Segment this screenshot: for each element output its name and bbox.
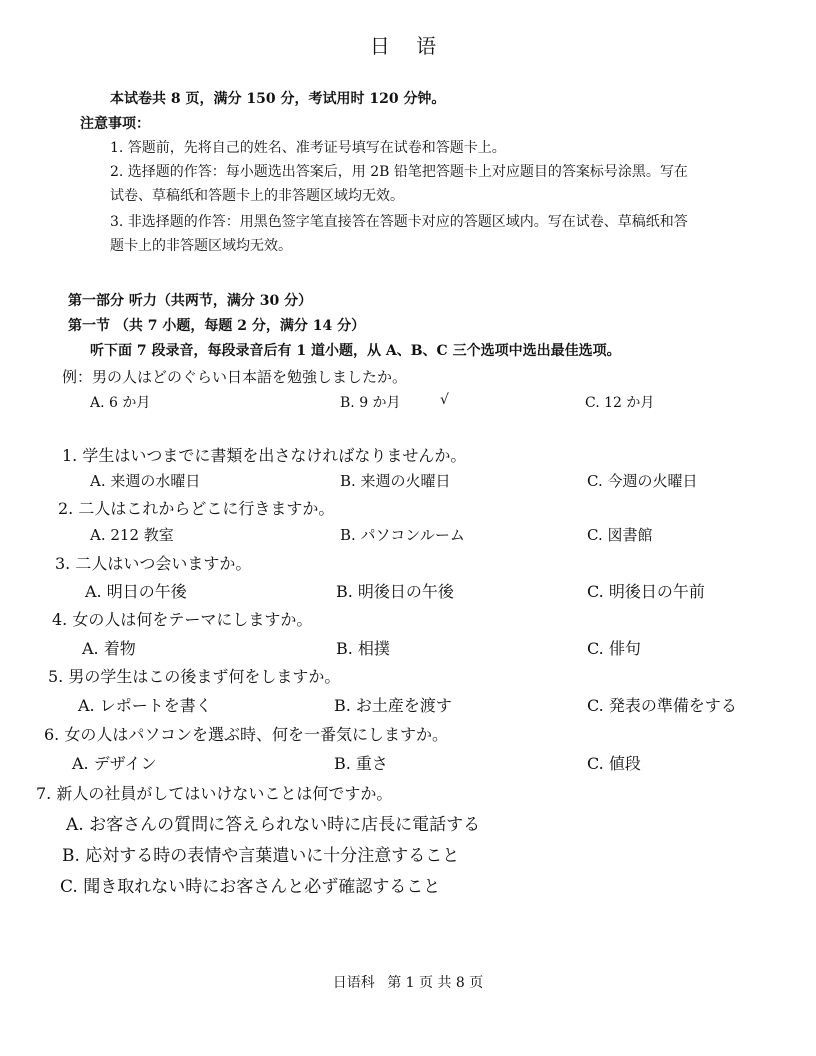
question-1: 1. 学生はいつまでに書類を出さなければなりませんか。 [62,446,467,465]
question-2: 2. 二人はこれからどこに行きますか。 [58,499,335,518]
example-option-b: B. 9 か月 [340,395,401,411]
q5-option-a: A. レポートを書く [78,696,212,715]
q2-option-a: A. 212 教室 [90,526,174,544]
exam-info: 本试卷共 8 页，满分 150 分，考试用时 120 分钟。 [110,91,446,107]
q3-option-c: C. 明後日の午前 [587,582,705,601]
q6-option-b: B. 重さ [334,754,388,773]
q7-option-a: A. お客さんの質問に答えられない時に店長に電話する [66,815,481,835]
question-6: 6. 女の人はパソコンを選ぶ時、何を一番気にしますか。 [44,725,449,744]
q6-option-c: C. 値段 [587,754,641,773]
section1-instruction: 听下面 7 段录音，每段录音后有 1 道小题，从 A、B、C 三个选项中选出最佳选项。 [90,343,621,359]
question-3: 3. 二人はいつ会いますか。 [55,554,252,573]
note-3: 3. 非选择题的作答：用黑色签字笔直接答在答题卡对应的答题区域内。写在试卷、草稿纸和答 [110,214,688,230]
question-4: 4. 女の人は何をテーマにしますか。 [52,610,313,629]
q5-option-c: C. 発表の準備をする [587,696,737,715]
example-option-c: C. 12 か月 [585,395,655,411]
q5-option-b: B. お土産を渡す [334,696,452,715]
q3-option-b: B. 明後日の午後 [336,582,454,601]
note-1: 1. 答题前，先将自己的姓名、准考证号填写在试卷和答题卡上。 [110,140,506,156]
note-3-cont: 题卡上的非答题区域均无效。 [110,238,292,254]
notes-heading: 注意事项： [80,116,150,132]
q1-option-c: C. 今週の火曜日 [587,472,698,490]
footer-page-number: 第 1 页 共 8 页 [387,975,484,991]
part1-heading: 第一部分 听力（共两节，满分 30 分） [68,293,313,309]
q4-option-a: A. 着物 [82,639,136,658]
q6-option-a: A. デザイン [72,754,157,773]
q7-option-b: B. 応対する時の表情や言葉遣いに十分注意すること [62,846,460,866]
q2-option-b: B. パソコンルーム [340,526,465,544]
example-question: 例：男の人はどのぐらい日本語を勉強しましたか。 [62,368,408,386]
page-footer [0,972,816,992]
q4-option-c: C. 俳句 [587,639,641,658]
q3-option-a: A. 明日の午後 [85,582,187,601]
page-title: 日 语 [369,34,447,58]
example-answer-mark: √ [440,392,449,408]
q4-option-b: B. 相撲 [336,639,390,658]
note-2: 2. 选择题的作答：每小题选出答案后，用 2B 铅笔把答题卡上对应题目的答案标号涂黑。写在 [110,164,688,180]
q1-option-b: B. 来週の火曜日 [340,472,451,490]
q1-option-a: A. 来週の水曜日 [90,472,201,490]
q2-option-c: C. 図書館 [587,526,653,544]
section1-heading: 第一节 （共 7 小题，每题 2 分，满分 14 分） [68,318,366,334]
footer-subject: 日语科 [332,975,375,991]
example-option-a: A. 6 か月 [90,395,151,411]
q7-option-c: C. 聞き取れない時にお客さんと必ず確認すること [60,877,441,897]
note-2-cont: 试卷、草稿纸和答题卡上的非答题区域均无效。 [110,188,404,204]
question-7: 7. 新人の社員がしてはいけないことは何ですか。 [36,784,393,803]
question-5: 5. 男の学生はこの後まず何をしますか。 [48,667,341,686]
